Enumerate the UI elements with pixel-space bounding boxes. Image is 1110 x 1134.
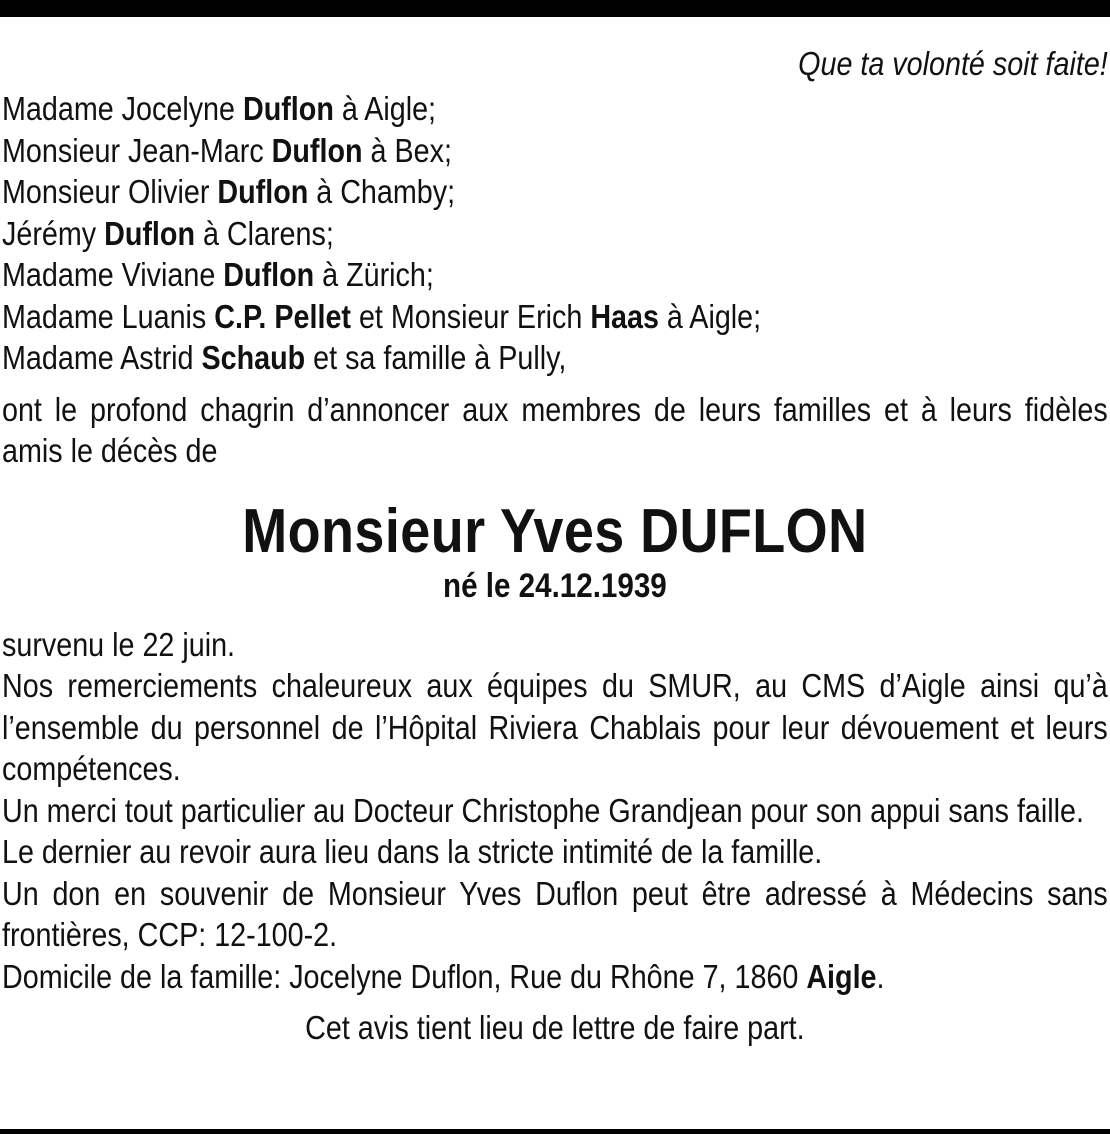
family-member: Madame Luanis C.P. Pellet et Monsieur Erich Haas à Aigle; <box>2 297 762 335</box>
notice-body <box>2 624 1108 998</box>
deceased-name: Monsieur Yves DUFLON <box>242 496 868 566</box>
family-member: Jérémy Duflon à Clarens; <box>2 214 334 252</box>
birth-date: né le 24.12.1939 <box>443 566 667 605</box>
domicile-line: Domicile de la famille: Jocelyne Duflon, Rue du Rhône 7, 1860 Aigle. <box>2 957 885 995</box>
obituary-notice <box>2 40 1108 1049</box>
donation-paragraph: Un don en souvenir de Monsieur Yves Duflon peut être adressé à Médecins sans frontières, CCP: 12-100-2. <box>2 874 1108 953</box>
family-member: Madame Astrid Schaub et sa famille à Pully, <box>2 339 567 376</box>
family-member: Madame Viviane Duflon à Zürich; <box>2 256 434 293</box>
family-member: Monsieur Olivier Duflon à Chamby; <box>2 173 456 210</box>
special-thanks-paragraph: Un merci tout particulier au Docteur Christophe Grandjean pour son appui sans faille. <box>2 791 1084 829</box>
family-list <box>2 88 1108 379</box>
bottom-rule <box>0 1129 1110 1134</box>
thanks-paragraph: Nos remerciements chaleureux aux équipes du SMUR, au CMS d’Aigle ainsi qu’à l’ensemble du personnel de l’Hôpital Riviera Chablais pour leur dévouement et leurs compétences. <box>2 667 1108 787</box>
announcement: ont le profond chagrin d’annoncer aux membres de leurs familles et à leurs fidèles amis le décès de <box>2 390 1108 469</box>
family-member: Madame Jocelyne Duflon à Aigle; <box>2 90 437 127</box>
motto: Que ta volonté soit faite! <box>798 45 1108 82</box>
death-date: survenu le 22 juin. <box>2 625 236 663</box>
farewell-paragraph: Le dernier au revoir aura lieu dans la stricte intimité de la famille. <box>2 833 823 870</box>
top-rule <box>0 0 1110 17</box>
family-member: Monsieur Jean-Marc Duflon à Bex; <box>2 131 452 169</box>
notice-footer: Cet avis tient lieu de lettre de faire part. <box>305 1009 805 1046</box>
